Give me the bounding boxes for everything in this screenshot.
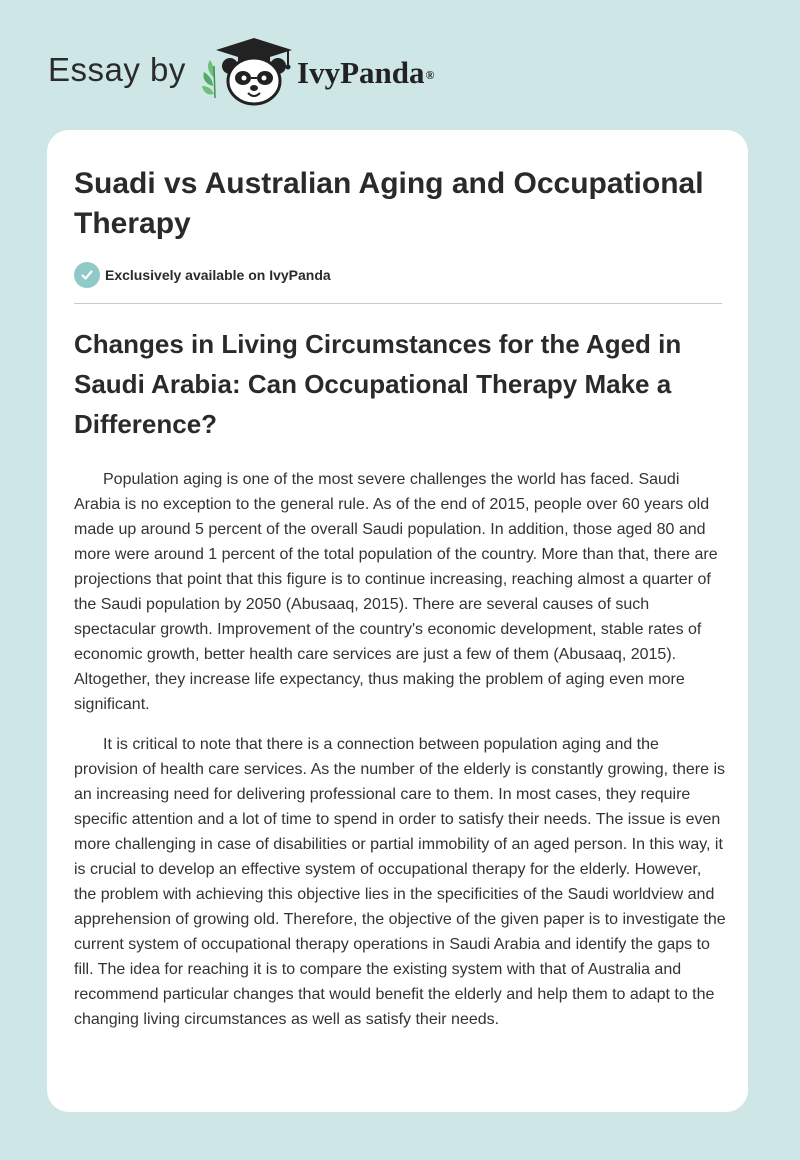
panda-graduate-icon[interactable]: [200, 36, 295, 108]
essay-card: [47, 130, 748, 1112]
exclusive-badge: [74, 261, 331, 289]
check-circle-icon: [74, 262, 100, 288]
registered-mark: ®: [425, 68, 435, 82]
site-header: [0, 0, 800, 130]
essay-title: Suadi vs Australian Aging and Occupational Therapy: [74, 167, 704, 240]
exclusive-badge-text: Exclusively available on IvyPanda: [105, 267, 331, 283]
brand-name: IvyPanda: [297, 55, 425, 90]
brand-logo[interactable]: [297, 55, 434, 91]
section-heading: Changes in Living Circumstances for the Aged in Saudi Arabia: Can Occupational Therapy Make a Difference?: [74, 329, 682, 439]
body-paragraph-1: Population aging is one of the most severe challenges the world has faced. Saudi Arabia is no exception to the general rule. As of the end of 2015, people over 60 years old made up around 5 percent of the overall Saudi population. In addition, those aged 80 and more were around 1 percent of the total population of the country. More than that, there are projections that point that this figure is to continue increasing, reaching almost a quarter of the Saudi population by 2050 (Abusaaq, 2015). There are several causes of such spectacular growth. Improvement of the country's economic development, stable rates of economic growth, better health care services are just a few of them (Abusaaq, 2015). Altogether, they increase life expectancy, thus making the problem of aging even more significant.: [74, 471, 718, 713]
divider: [74, 303, 722, 304]
body-paragraph-2: It is critical to note that there is a connection between population aging and the provision of health care services. As the number of the elderly is constantly growing, there is an increasing need for delivering professional care to them. In most cases, they require specific attention and a lot of time to spend in order to satisfy their needs. The issue is even more challenging in case of disabilities or partial immobility of an aged person. In this way, it is crucial to develop an effective system of occupational therapy for the elderly. However, the problem with achieving this objective lies in the specificities of the Saudi worldview and apprehension of growing old. Therefore, the objective of the given paper is to investigate the current system of occupational therapy operations in Saudi Arabia and identify the gaps to fill. The idea for reaching it is to compare the existing system with that of Australia and recommend particular changes that would benefit the elderly and help them to adapt to the changing living circumstances as well as satisfy their needs.: [74, 736, 726, 1028]
essay-by-label: Essay by: [48, 51, 186, 88]
